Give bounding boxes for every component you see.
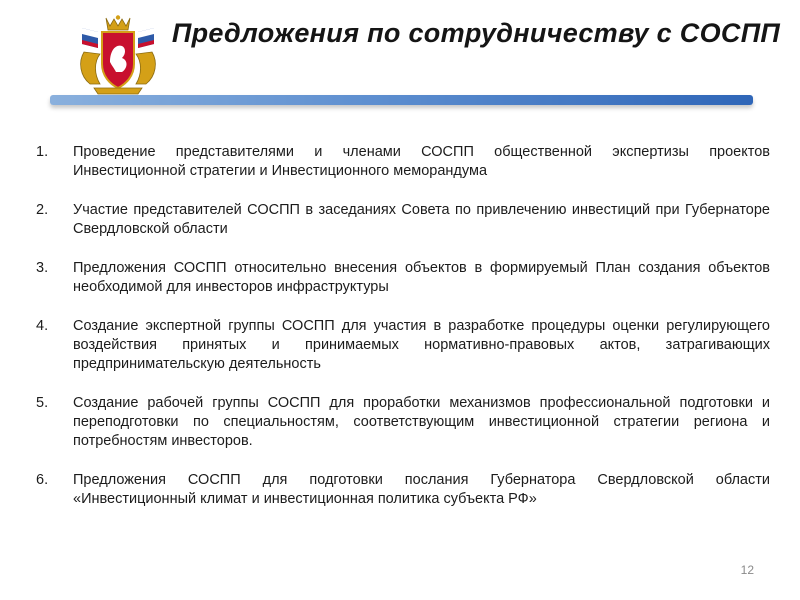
title-underline-bar <box>50 95 753 105</box>
item-text: Проведение представителями и членами СОСПП общественной экспертизы проектов Инвестиционной стратегии и Инвестиционного меморандума <box>73 144 770 179</box>
coat-of-arms-icon <box>72 14 164 98</box>
list-item <box>36 143 770 181</box>
page-number: 12 <box>740 563 754 577</box>
item-number: 2. <box>36 202 49 218</box>
item-number: 1. <box>36 144 49 160</box>
item-number: 5. <box>36 395 49 411</box>
list-item <box>36 317 770 374</box>
list-item <box>36 471 770 509</box>
item-text: Предложения СОСПП относительно внесения объектов в формируемый План создания объектов необходимой для инвесторов инфраструктуры <box>73 260 770 295</box>
proposal-list <box>36 143 770 529</box>
item-text: Предложения СОСПП для подготовки послания Губернатора Свердловской области «Инвестиционный климат и инвестиционная политика субъекта РФ» <box>73 472 770 507</box>
item-text: Участие представителей СОСПП в заседаниях Совета по привлечению инвестиций при Губернаторе Свердловской области <box>73 202 770 237</box>
list-item <box>36 394 770 451</box>
item-number: 6. <box>36 472 49 488</box>
item-number: 4. <box>36 318 49 334</box>
page-title: Предложения по сотрудничеству с СОСПП <box>171 18 781 48</box>
item-text: Создание рабочей группы СОСПП для проработки механизмов профессиональной подготовки и переподготовки по специальностям, соответствующим инвестиционной стратегии региона и потребностям инвесторов. <box>73 395 770 449</box>
list-item <box>36 259 770 297</box>
item-number: 3. <box>36 260 49 276</box>
list-item <box>36 201 770 239</box>
item-text: Создание экспертной группы СОСПП для участия в разработке процедуры оценки регулирующего воздействия принятых и принимаемых нормативно-правовых актов, затрагивающих предпринимательскую деятельность <box>73 318 770 372</box>
